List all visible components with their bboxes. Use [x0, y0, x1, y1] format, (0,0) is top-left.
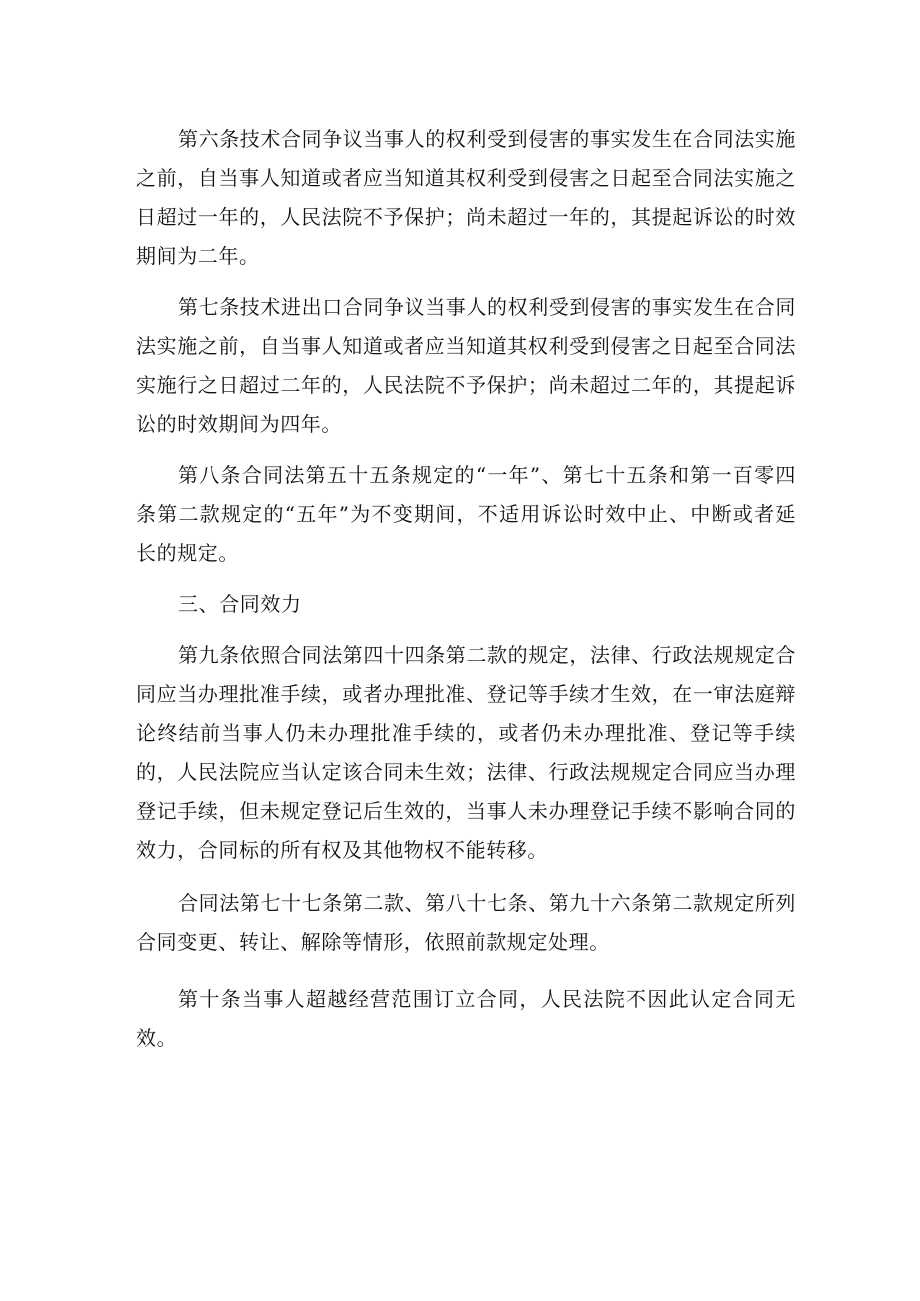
article-7-paragraph: 第七条技术进出口合同争议当事人的权利受到侵害的事实发生在合同法实施之前，自当事人知道或者应当知道其权利受到侵害之日起至合同法实施行之日超过二年的，人民法院不予保护；尚未超过二年的，其提起诉讼的时效期间为四年。: [136, 295, 796, 436]
section-heading-contract-validity: 三、合同效力: [178, 592, 302, 616]
article-8-paragraph: 第八条合同法第五十五条规定的“一年”、第七十五条和第一百零四条第二款规定的“五年”为不变期间，不适用诉讼时效中止、中断或者延长的规定。: [136, 463, 796, 565]
article-10-paragraph: 第十条当事人超越经营范围订立合同，人民法院不因此认定合同无效。: [136, 987, 796, 1050]
article-6-paragraph: 第六条技术合同争议当事人的权利受到侵害的事实发生在合同法实施之前，自当事人知道或者应当知道其权利受到侵害之日起至合同法实施之日超过一年的，人民法院不予保护；尚未超过一年的，其提起诉讼的时效期间为二年。: [136, 127, 796, 268]
article-9-supplement-paragraph: 合同法第七十七条第二款、第八十七条、第九十六条第二款规定所列合同变更、转让、解除等情形，依照前款规定处理。: [136, 891, 796, 954]
document-body: [136, 120, 796, 1058]
article-9-paragraph: 第九条依照合同法第四十四条第二款的规定，法律、行政法规规定合同应当办理批准手续，或者办理批准、登记等手续才生效，在一审法庭辩论终结前当事人仍未办理批准手续的，或者仍未办理批准、登记等手续的，人民法院应当认定该合同未生效；法律、行政法规规定合同应当办理登记手续，但未规定登记后生效的，当事人未办理登记手续不影响合同的效力，合同标的所有权及其他物权不能转移。: [136, 643, 796, 862]
